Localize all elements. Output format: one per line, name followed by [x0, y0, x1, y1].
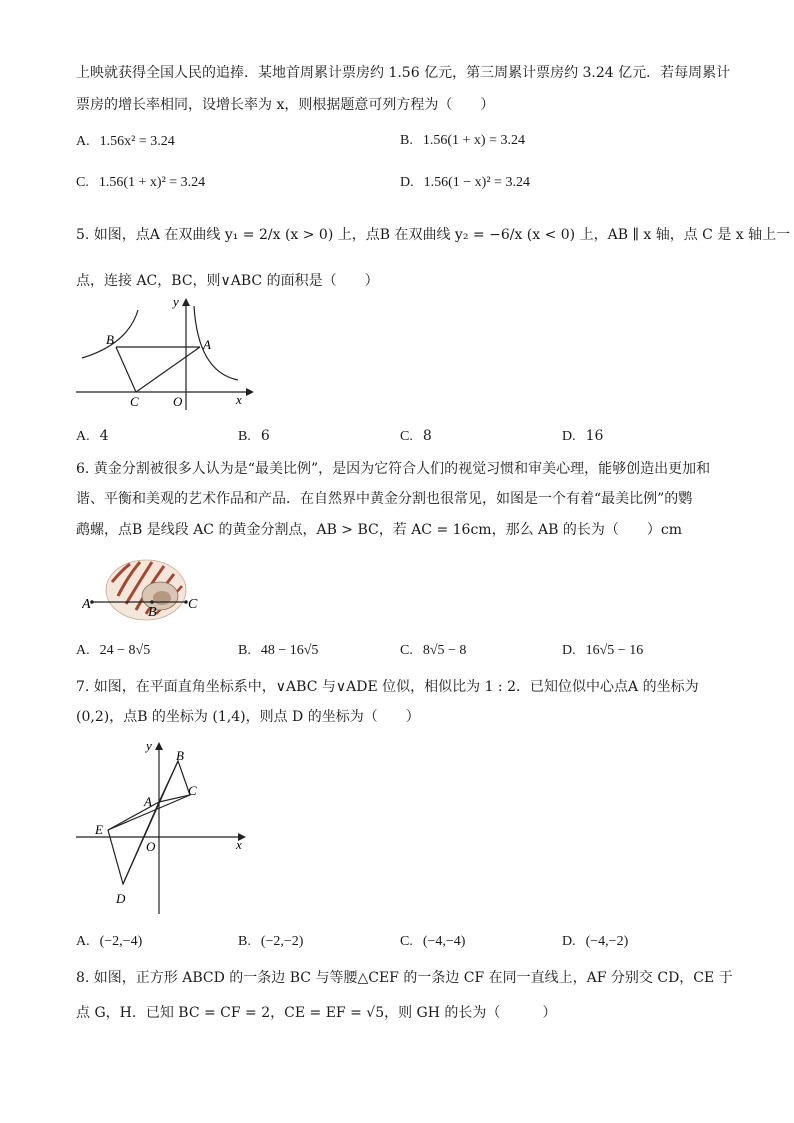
- q4-line2: 票房的增长率相同，设增长率为 x，则根据题意可列方程为（ ）: [76, 97, 495, 113]
- q5-label-c: C: [130, 394, 139, 409]
- q7-label-d: D: [116, 891, 126, 906]
- q7-label-y: y: [146, 738, 152, 753]
- q7-label-b: B: [176, 748, 184, 763]
- q6-label-a: A: [82, 597, 91, 612]
- q5-label-y: y: [173, 294, 179, 309]
- q5-label-x: x: [236, 392, 242, 407]
- q5-line1: 5. 如图，点A 在双曲线 y₁ = 2/x (x > 0) 上，点B 在双曲线 y₂ = −6/x (x < 0) 上，AB ∥ x 轴，点 C 是 x 轴上一: [76, 227, 791, 243]
- q6-label-c: C: [188, 597, 198, 612]
- q4-option-a-label: A.: [76, 134, 90, 149]
- q6-option-c-text: 8√5 − 8: [422, 643, 467, 658]
- q7-label-o: O: [146, 839, 156, 854]
- q7-option-b-label: B.: [238, 934, 251, 949]
- q6-option-d-label: D.: [562, 643, 576, 658]
- q4-option-b-label: B.: [400, 133, 413, 148]
- q5-figure: [70, 292, 260, 414]
- q4-option-d-text: 1.56(1 − x)² = 3.24: [423, 175, 530, 190]
- q6-option-d-text: 16√5 − 16: [585, 643, 644, 658]
- q7-option-d[interactable]: [562, 932, 628, 951]
- q7-label-c: C: [188, 783, 197, 798]
- q6-option-d[interactable]: [562, 641, 643, 660]
- q7-option-d-text: (−4,−2): [585, 934, 629, 949]
- q6-option-c[interactable]: [400, 641, 466, 660]
- q7-option-a[interactable]: [76, 932, 142, 951]
- q4-option-c-label: C.: [76, 175, 89, 190]
- q5-option-c[interactable]: [400, 427, 432, 446]
- q5-label-o: O: [173, 394, 183, 409]
- q6-option-c-label: C.: [400, 643, 413, 658]
- q8-line1: 8. 如图，正方形 ABCD 的一条边 BC 与等腰△CEF 的一条边 CF 在同一直线上，AF 分别交 CD，CE 于: [76, 970, 733, 986]
- q7-option-b-text: (−2,−2): [260, 934, 304, 949]
- q7-line2: (0,2)，点B 的坐标为 (1,4)，则点 D 的坐标为（ ）: [76, 709, 420, 725]
- q8-line2: 点 G，H．已知 BC = CF = 2，CE = EF = √5，则 GH 的长为（ ）: [76, 1005, 557, 1021]
- q7-option-b[interactable]: [238, 932, 303, 951]
- q7-label-a: A: [144, 794, 152, 809]
- q7-line1: 7. 如图，在平面直角坐标系中，∨ABC 与∨ADE 位似，相似比为 1 : 2．已知位似中心点A 的坐标为: [76, 679, 699, 695]
- q6-label-b: B: [148, 605, 157, 620]
- q7-option-c[interactable]: [400, 932, 465, 951]
- q5-label-b: B: [106, 332, 114, 347]
- q6-line1: 6. 黄金分割被很多人认为是“最美比例”，是因为它符合人们的视觉习惯和审美心理，能够创造出更加和: [76, 461, 711, 477]
- q4-option-c[interactable]: [76, 173, 205, 192]
- q7-option-c-text: (−4,−4): [422, 934, 466, 949]
- q6-line3: 鹉螺，点B 是线段 AC 的黄金分割点，AB > BC，若 AC = 16cm，那么 AB 的长为（ ）cm: [76, 522, 682, 538]
- q4-option-b[interactable]: [400, 131, 525, 150]
- q6-option-b[interactable]: [238, 641, 318, 660]
- q6-nautilus-figure: [82, 552, 208, 622]
- q5-option-d[interactable]: [562, 427, 603, 446]
- q6-option-b-label: B.: [238, 643, 251, 658]
- q7-label-x: x: [236, 837, 242, 852]
- q5-option-b-text: 6: [260, 428, 270, 444]
- q4-option-a-text: 1.56x² = 3.24: [99, 134, 175, 149]
- q6-line2: 谐、平衡和美观的艺术作品和产品．在自然界中黄金分割也很常见，如图是一个有着“最美比例”的鹦: [76, 491, 693, 507]
- q7-figure: [70, 736, 260, 918]
- q5-line2: 点，连接 AC，BC，则∨ABC 的面积是（ ）: [76, 273, 379, 289]
- q4-option-d-label: D.: [400, 175, 414, 190]
- q5-option-d-label: D.: [562, 429, 576, 444]
- q7-option-a-text: (−2,−4): [99, 934, 143, 949]
- q4-line1: 上映就获得全国人民的追捧．某地首周累计票房约 1.56 亿元，第三周累计票房约 3.24 亿元．若每周累计: [76, 65, 731, 81]
- q7-option-d-label: D.: [562, 934, 576, 949]
- q5-option-a-text: 4: [99, 428, 109, 444]
- q7-option-a-label: A.: [76, 934, 90, 949]
- q4-option-a[interactable]: [76, 132, 175, 151]
- q7-option-c-label: C.: [400, 934, 413, 949]
- q4-option-c-text: 1.56(1 + x)² = 3.24: [98, 175, 206, 190]
- q4-option-d[interactable]: [400, 173, 530, 192]
- q5-option-d-text: 16: [585, 428, 604, 444]
- q6-option-b-text: 48 − 16√5: [260, 643, 319, 658]
- q5-option-c-text: 8: [422, 428, 432, 444]
- q7-label-e: E: [95, 822, 103, 837]
- q6-option-a-text: 24 − 8√5: [99, 643, 151, 658]
- q5-label-a: A: [203, 337, 211, 352]
- q5-option-c-label: C.: [400, 429, 413, 444]
- q5-option-b[interactable]: [238, 427, 270, 446]
- q6-option-a[interactable]: [76, 641, 150, 660]
- q4-option-b-text: 1.56(1 + x) = 3.24: [422, 133, 525, 148]
- q5-option-a-label: A.: [76, 429, 90, 444]
- q6-option-a-label: A.: [76, 643, 90, 658]
- q5-option-b-label: B.: [238, 429, 251, 444]
- q5-option-a[interactable]: [76, 427, 109, 446]
